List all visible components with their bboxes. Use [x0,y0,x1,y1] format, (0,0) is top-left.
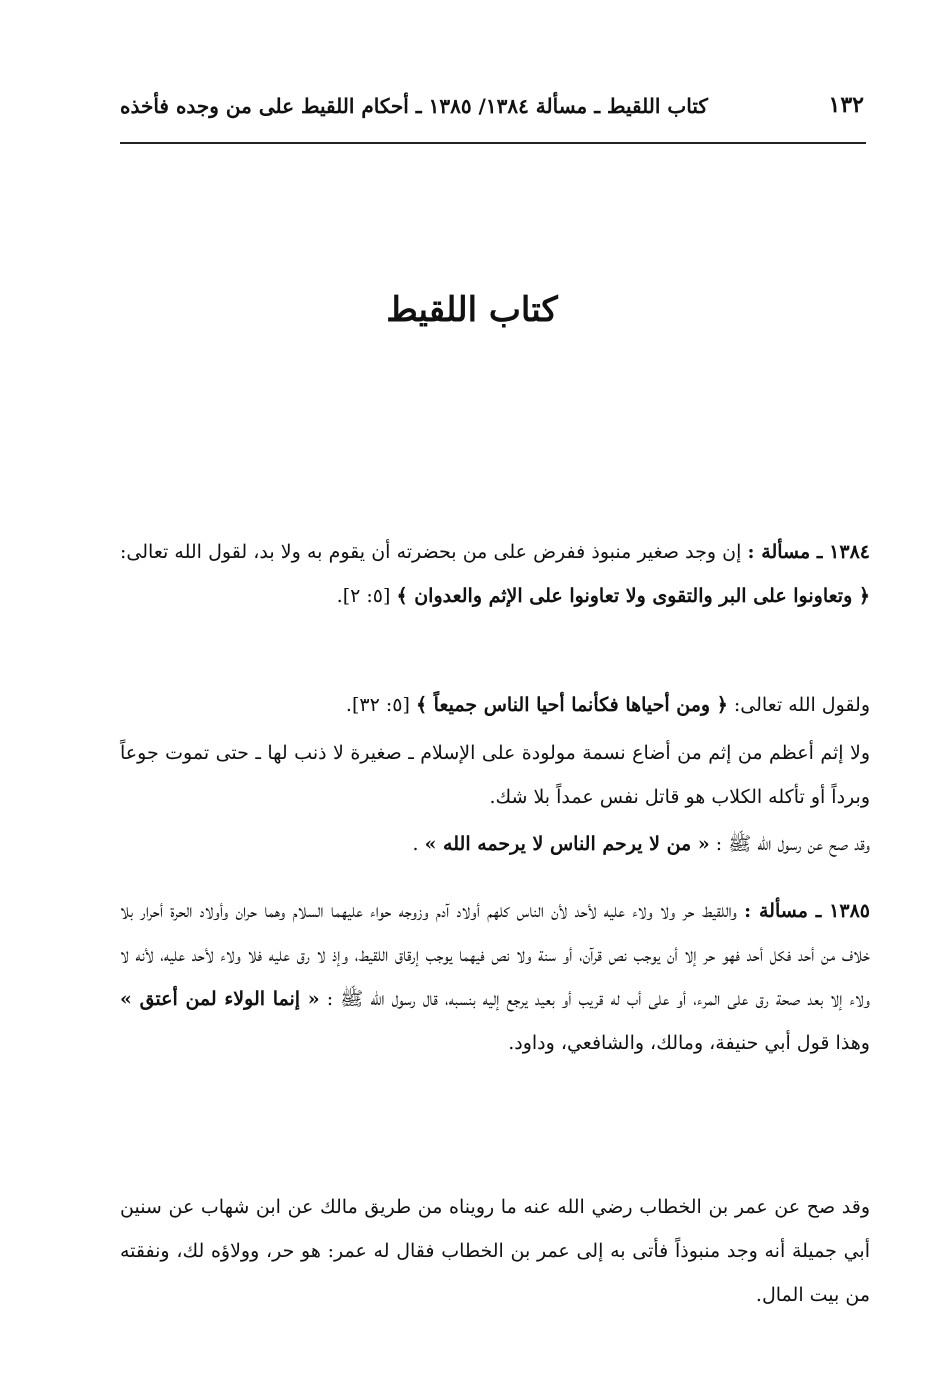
issue-number: ١٣٨٤ ـ مسألة : [747,541,870,563]
page-number: ١٣٢ [828,92,864,118]
hadith-quote: « إنما الولاء لمن أعتق » [120,988,320,1010]
paragraph-verse-2 [120,683,870,727]
paragraph-1385 [120,889,870,1065]
paragraph-1384 [120,530,870,618]
book-title: كتاب اللقيط [386,290,558,330]
running-head: كتاب اللقيط ـ مسألة ١٣٨٤/ ١٣٨٥ ـ أحكام اللقيط على من وجده فأخذه [120,94,708,118]
paragraph-sin [120,731,870,819]
verse-reference: [٥: ٣٢]. [345,694,410,716]
verse-reference: [٥: ٢]. [336,585,391,607]
paragraph-hadith-mercy [120,822,870,866]
quran-verse: ﴿ ومن أحياها فكأنما أحيا الناس جميعاً ﴾ [415,694,728,716]
paragraph-end: وهذا قول أبي حنيفة، ومالك، والشافعي، وداود. [508,1032,870,1054]
issue-number: ١٣٨٥ ـ مسألة : [744,900,870,922]
paragraph-text: ولا إثم أعظم من إثم من أضاع نسمة مولودة على الإسلام ـ صغيرة لا ذنب لها ـ حتى تموت جوعاً وبرداً أو تأكله الكلاب هو قاتل نفس عمداً بلا شك. [120,742,870,808]
paragraph-text: واللقيط حر ولا ولاء عليه لأحد لأن الناس كلهم أولاد آدم وزوجه حواء عليهما السلام وهما حران وأولاد الحرة أحرار بلا خلاف من أحد فكل أحد فهو حر إلا أن يوجب نص قرآن، أو سنة ولا نص فيهما يوجب إرقاق اللقيط، وإذ لا رق عليه فلا ولاء لأحد عليه، لأنه لا ولاء إلا بعد صحة رق على المرء، أو على أب له قريب أو بعيد يرجع إليه بنسبه، قال رسول الله ﷺ : [120,900,871,1010]
page-header [120,86,866,126]
paragraph-end: . [412,833,419,855]
hadith-quote: « من لا يرحم الناس لا يرحمه الله » [424,833,710,855]
paragraph-umar [120,1185,870,1317]
header-rule [120,142,866,144]
paragraph-text: وقد صح عن رسول الله ﷺ : [715,833,870,855]
paragraph-text: إن وجد صغير منبوذ ففرض على من بحضرته أن يقوم به ولا بد، لقول الله تعالى: [120,541,742,563]
quran-verse: ﴿ وتعاونوا على البر والتقوى ولا تعاونوا على الإثم والعدوان ﴾ [396,585,870,607]
paragraph-text: وقد صح عن عمر بن الخطاب رضي الله عنه ما رويناه من طريق مالك عن ابن شهاب عن سنين أبي جميلة أنه وجد منبوذاً فأتى به إلى عمر بن الخطاب فقال له عمر: هو حر، وولاؤه لك، ونفقته من بيت المال. [120,1196,870,1306]
paragraph-text: ولقول الله تعالى: [733,694,870,716]
